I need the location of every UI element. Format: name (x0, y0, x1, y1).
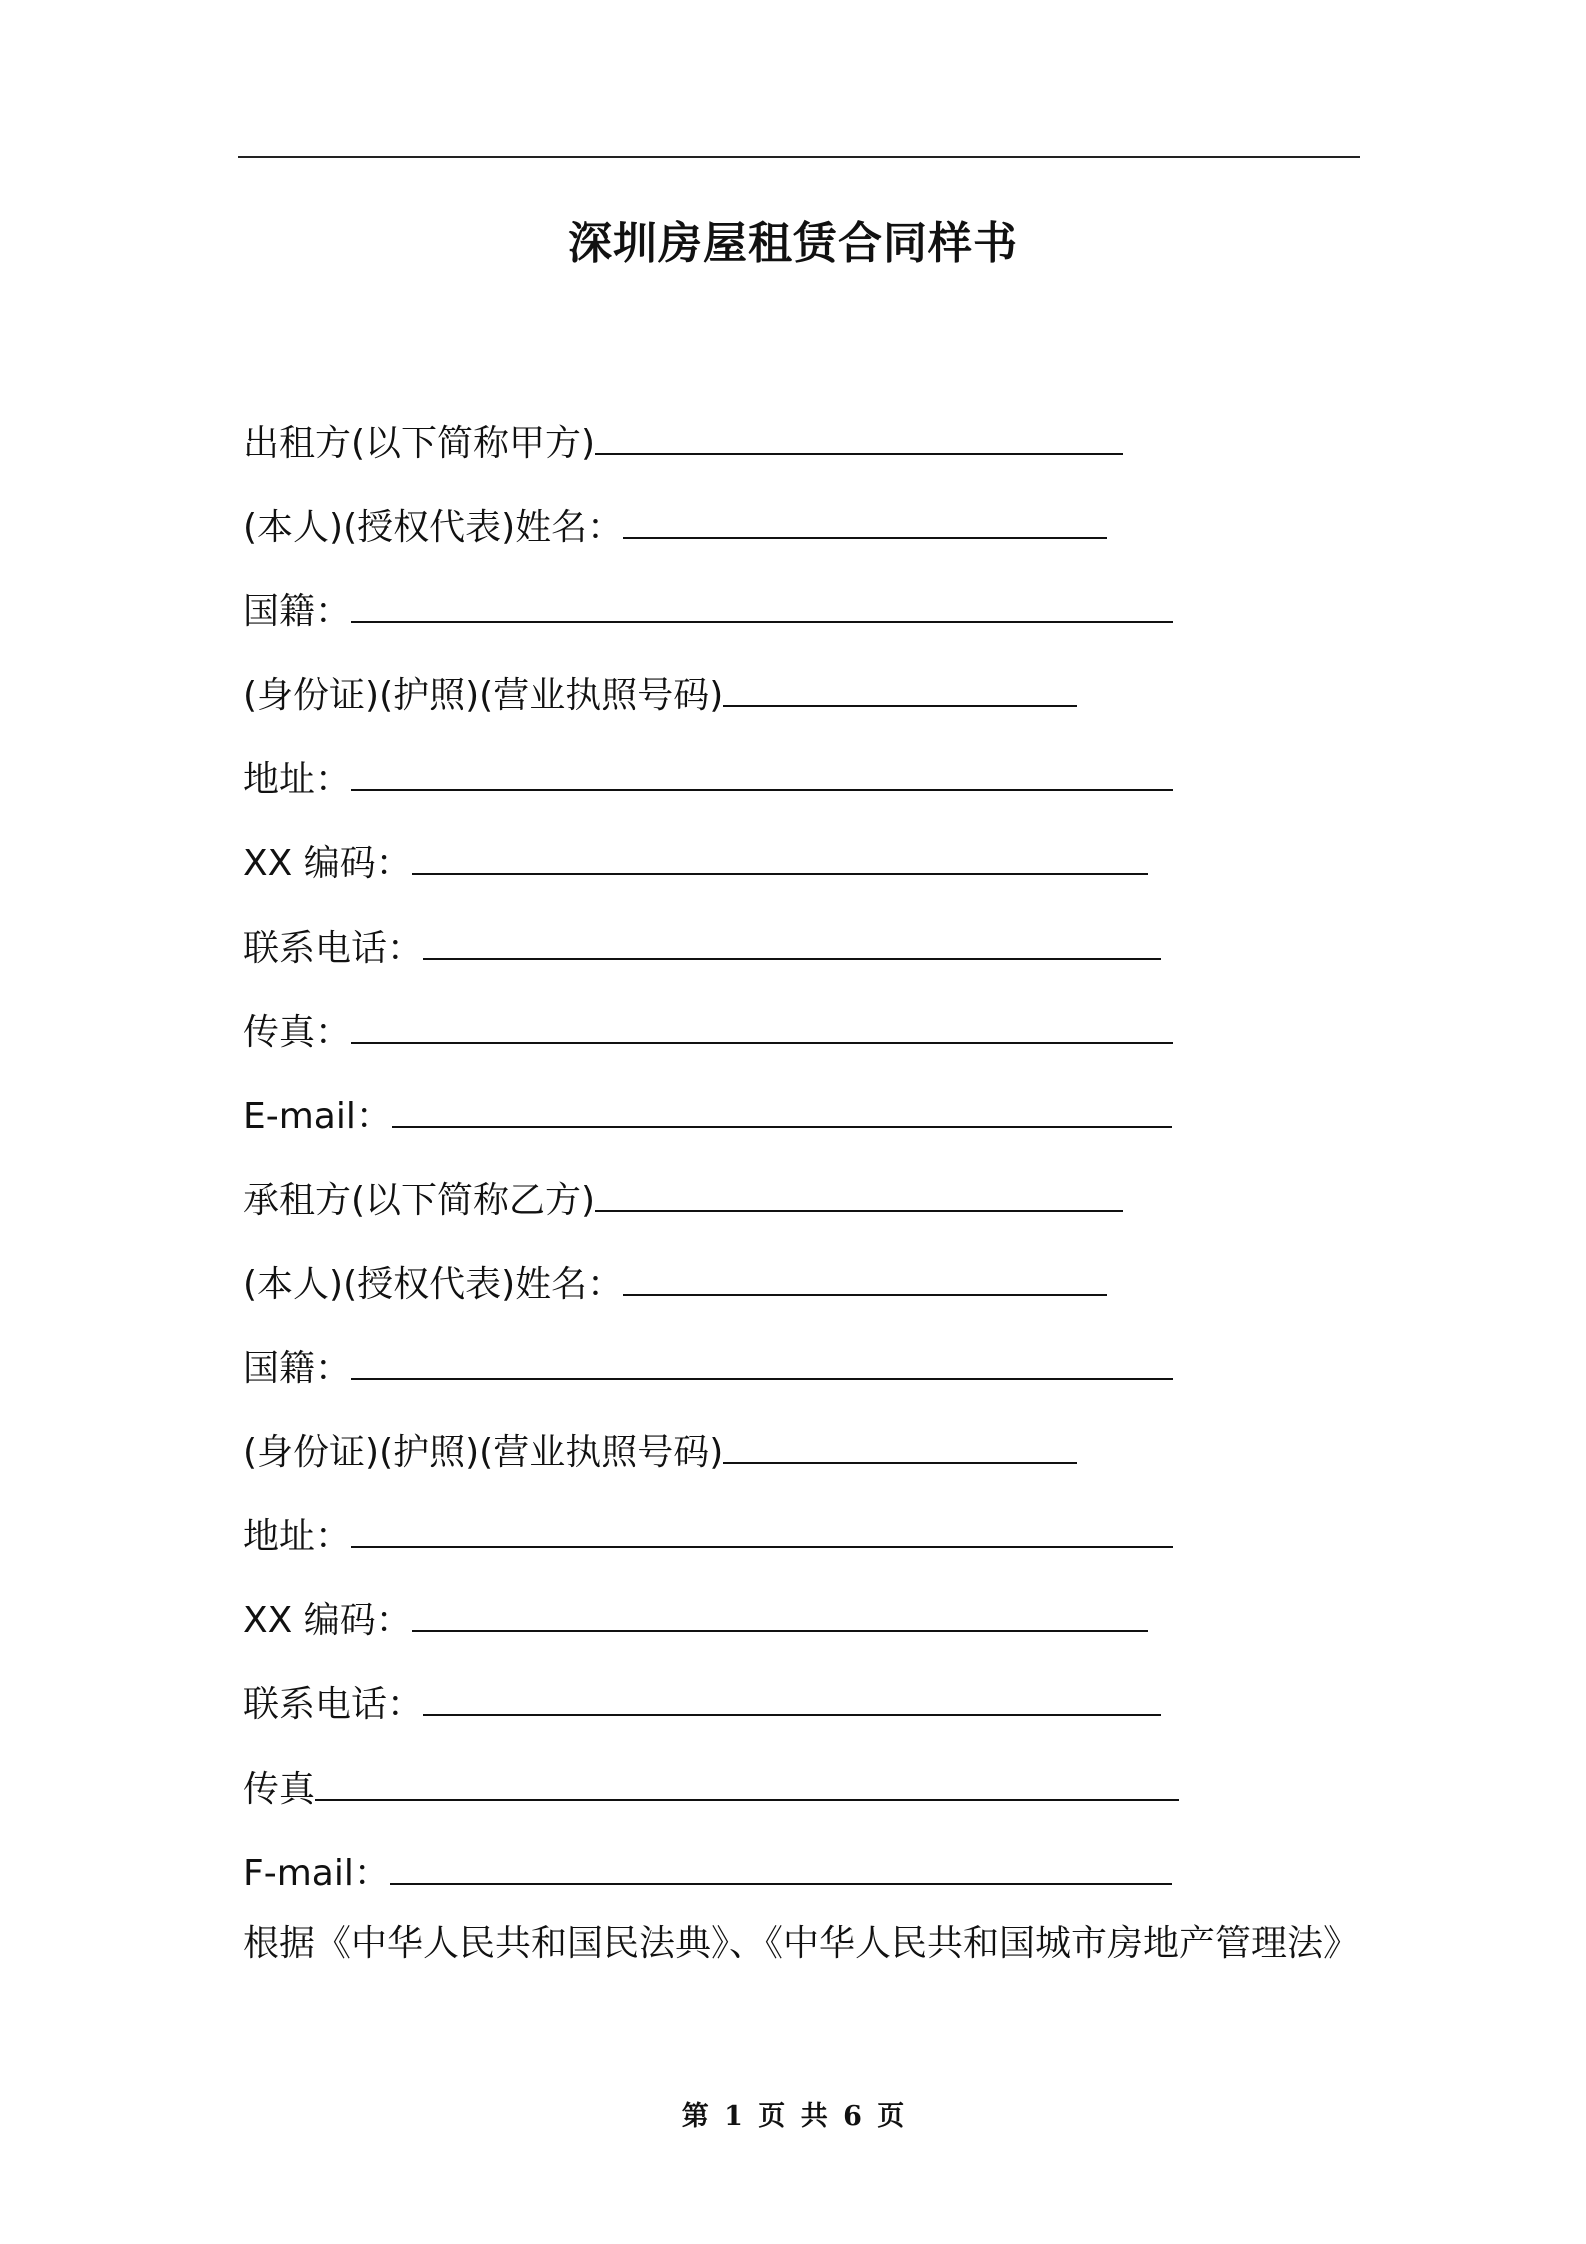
legal-basis-paragraph: 根据《中华人民共和国民法典》、《中华人民共和国城市房地产管理法》 (243, 1923, 1360, 1964)
blank-line (723, 1434, 1077, 1464)
field-label: 出租方(以下简称甲方) (243, 423, 596, 464)
field-label: 承租方(以下简称乙方) (243, 1179, 596, 1221)
field-label: (身份证)(护照)(营业执照号码) (243, 675, 724, 717)
lessor-name-row (243, 492, 1383, 576)
blank-line (351, 1518, 1173, 1548)
lessee-id-row (243, 1417, 1383, 1501)
field-label: 传真 (243, 1768, 316, 1810)
field-label: E-mail： (243, 1095, 392, 1137)
field-label: XX 编码： (243, 1600, 412, 1642)
blank-line (423, 1686, 1161, 1716)
blank-line (412, 845, 1148, 875)
lessor-id-row (243, 660, 1383, 744)
lessor-heading-row (243, 408, 1383, 492)
party-info-form (243, 408, 1383, 1922)
lessee-name-row (243, 1249, 1383, 1333)
lessee-nationality-row (243, 1333, 1383, 1417)
lessee-phone-row (243, 1669, 1383, 1753)
field-label: F-mail： (243, 1852, 390, 1894)
field-label: (身份证)(护照)(营业执照号码) (243, 1432, 724, 1474)
blank-line (351, 761, 1173, 791)
lessor-address-row (243, 744, 1383, 828)
field-label: 国籍： (243, 591, 352, 633)
field-label: (本人)(授权代表)姓名： (243, 1263, 624, 1305)
blank-line (351, 1014, 1173, 1044)
lessor-fax-row (243, 997, 1383, 1081)
page-number-footer: 第 1 页 共 6 页 (681, 2101, 905, 2132)
field-label: (本人)(授权代表)姓名： (243, 507, 624, 549)
lessee-heading-row (243, 1165, 1383, 1249)
blank-line (423, 930, 1161, 960)
blank-line (390, 1855, 1172, 1885)
field-label: 地址： (243, 1516, 352, 1558)
lessor-phone-row (243, 913, 1383, 997)
lessor-email-row (243, 1081, 1383, 1165)
blank-line (723, 677, 1077, 707)
field-label: 联系电话： (243, 1684, 424, 1726)
lessor-postcode-row (243, 828, 1383, 912)
blank-line (412, 1602, 1148, 1632)
blank-line (315, 1771, 1179, 1801)
blank-line (392, 1098, 1172, 1128)
blank-line (623, 1266, 1107, 1296)
lessee-fax-row (243, 1754, 1383, 1838)
field-label: 传真： (243, 1011, 352, 1053)
field-label: 联系电话： (243, 927, 424, 969)
lessee-address-row (243, 1501, 1383, 1585)
blank-line (595, 425, 1123, 455)
lessor-nationality-row (243, 576, 1383, 660)
blank-line (351, 1350, 1173, 1380)
field-label: 地址： (243, 759, 352, 801)
lessee-postcode-row (243, 1585, 1383, 1669)
field-label: 国籍： (243, 1348, 352, 1390)
blank-line (623, 509, 1107, 539)
field-label: XX 编码： (243, 843, 412, 885)
blank-line (595, 1182, 1123, 1212)
header-rule (238, 156, 1360, 158)
blank-line (351, 593, 1173, 623)
document-title: 深圳房屋租赁合同样书 (568, 218, 1018, 269)
